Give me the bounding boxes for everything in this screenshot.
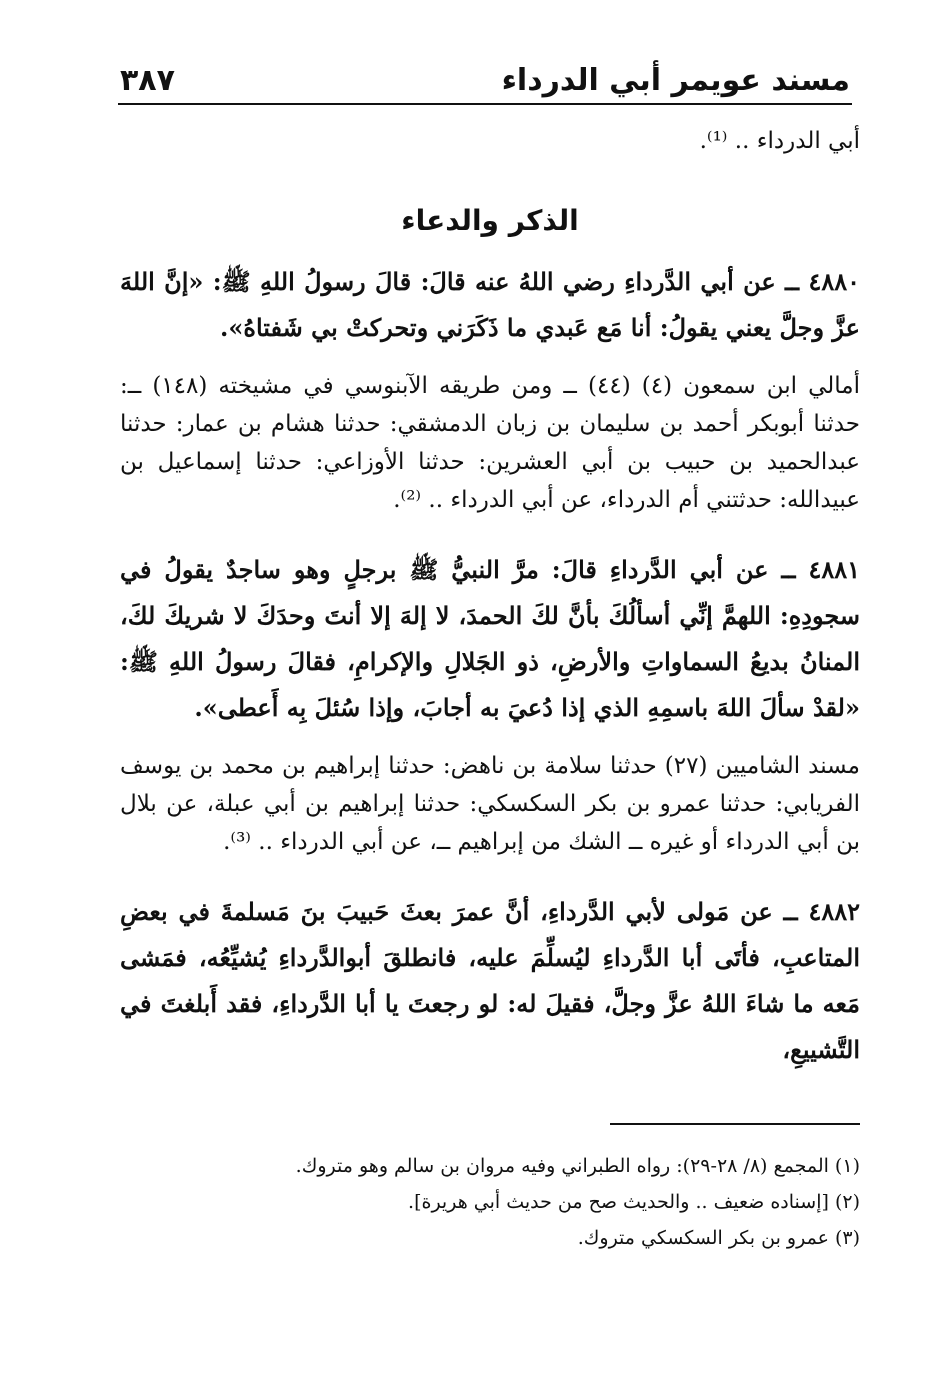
footnote-rule <box>610 1123 860 1125</box>
running-title: مسند عويمر أبي الدرداء <box>501 63 850 98</box>
hadith-text: ٤٨٨١ ــ عن أبي الدَّرداءِ قالَ: مرَّ النبيُّ ﷺ برجلٍ وهو ساجدٌ يقولُ في سجودِهِ: اللهمَّ إنِّي أسألُكَ بأنَّ لكَ الحمدَ، لا إلهَ إلا أنتَ وحدَكَ لا شريكَ لكَ، المنانُ بديعُ السماواتِ والأرضِ، ذو الجَلالِ والإكرامِ، فقالَ رسولُ اللهِ ﷺ: «لقدْ سألَ اللهَ باسمِهِ الذي إذا دُعيَ به أجابَ، وإذا سُئلَ بِه أَعطى». <box>120 555 861 722</box>
continued-line: أبي الدرداء .. ⁽¹⁾. <box>699 128 860 154</box>
hadith-4882 <box>120 889 860 1073</box>
main-text <box>120 122 860 1093</box>
hadith-4880 <box>120 259 860 519</box>
running-header <box>120 52 850 98</box>
hadith-source: أمالي ابن سمعون (٤) (٤٤) ــ ومن طريقه الآبنوسي في مشيخته (١٤٨) ــ: حدثنا أبوبكر أحمد بن سليمان بن زبان الدمشقي: حدثنا هشام بن عمار: حدثنا عبدالحميد بن حبيب بن أبي العشرين: حدثنا الأوزاعي: حدثنا إسماعيل بن عبيدالله: حدثتني أم الدرداء، عن أبي الدرداء .. ⁽²⁾. <box>120 373 860 513</box>
footnote-2: (٢) [إسناده ضعيف .. والحديث صح من حديث أبي هريرة]. <box>408 1191 860 1213</box>
section-title: الذكر والدعاء <box>401 204 579 237</box>
hadith-4881 <box>120 547 860 861</box>
header-rule <box>118 103 852 105</box>
footnote-3: (٣) عمرو بن بكر السكسكي متروك. <box>577 1227 860 1249</box>
hadith-text: ٤٨٨٠ ــ عن أبي الدَّرداءِ رضي اللهُ عنه قالَ: قالَ رسولُ اللهِ ﷺ: «إنَّ اللهَ عزَّ وجلَّ يعني يقولُ: أنا مَع عَبدي ما ذَكَرَني وتحركتْ بي شَفتاهُ». <box>120 267 860 342</box>
hadith-source: مسند الشاميين (٢٧) حدثنا سلامة بن ناهض: حدثنا إبراهيم بن محمد بن يوسف الفريابي: حدثنا عمرو بن بكر السكسكي: حدثنا إبراهيم بن أبي عبلة، عن بلال بن أبي الدرداء أو غيره ــ الشك من إبراهيم ــ، عن أبي الدرداء .. ⁽³⁾. <box>120 753 860 855</box>
hadith-text: ٤٨٨٢ ــ عن مَولى لأبي الدَّرداءِ، أنَّ عمرَ بعثَ حَبيبَ بنَ مَسلمةَ في بعضِ المتاعبِ، فأتَى أبا الدَّرداءِ ليُسلِّمَ عليه، فانطلقَ أبوالدَّرداءِ يُشيِّعُه، فمَشى مَعه ما شاءَ اللهُ عزَّ وجلَّ، فقيلَ له: لو رجعتَ يا أبا الدَّرداءِ، فقد أَبلغتَ في التَّشييعِ، <box>120 897 860 1064</box>
footnotes <box>120 1148 860 1256</box>
footnote-1: (١) المجمع (٨/ ٢٨-٢٩): رواه الطبراني وفيه مروان بن سالم وهو متروك. <box>295 1155 860 1177</box>
page-number: ٣٨٧ <box>120 63 175 98</box>
